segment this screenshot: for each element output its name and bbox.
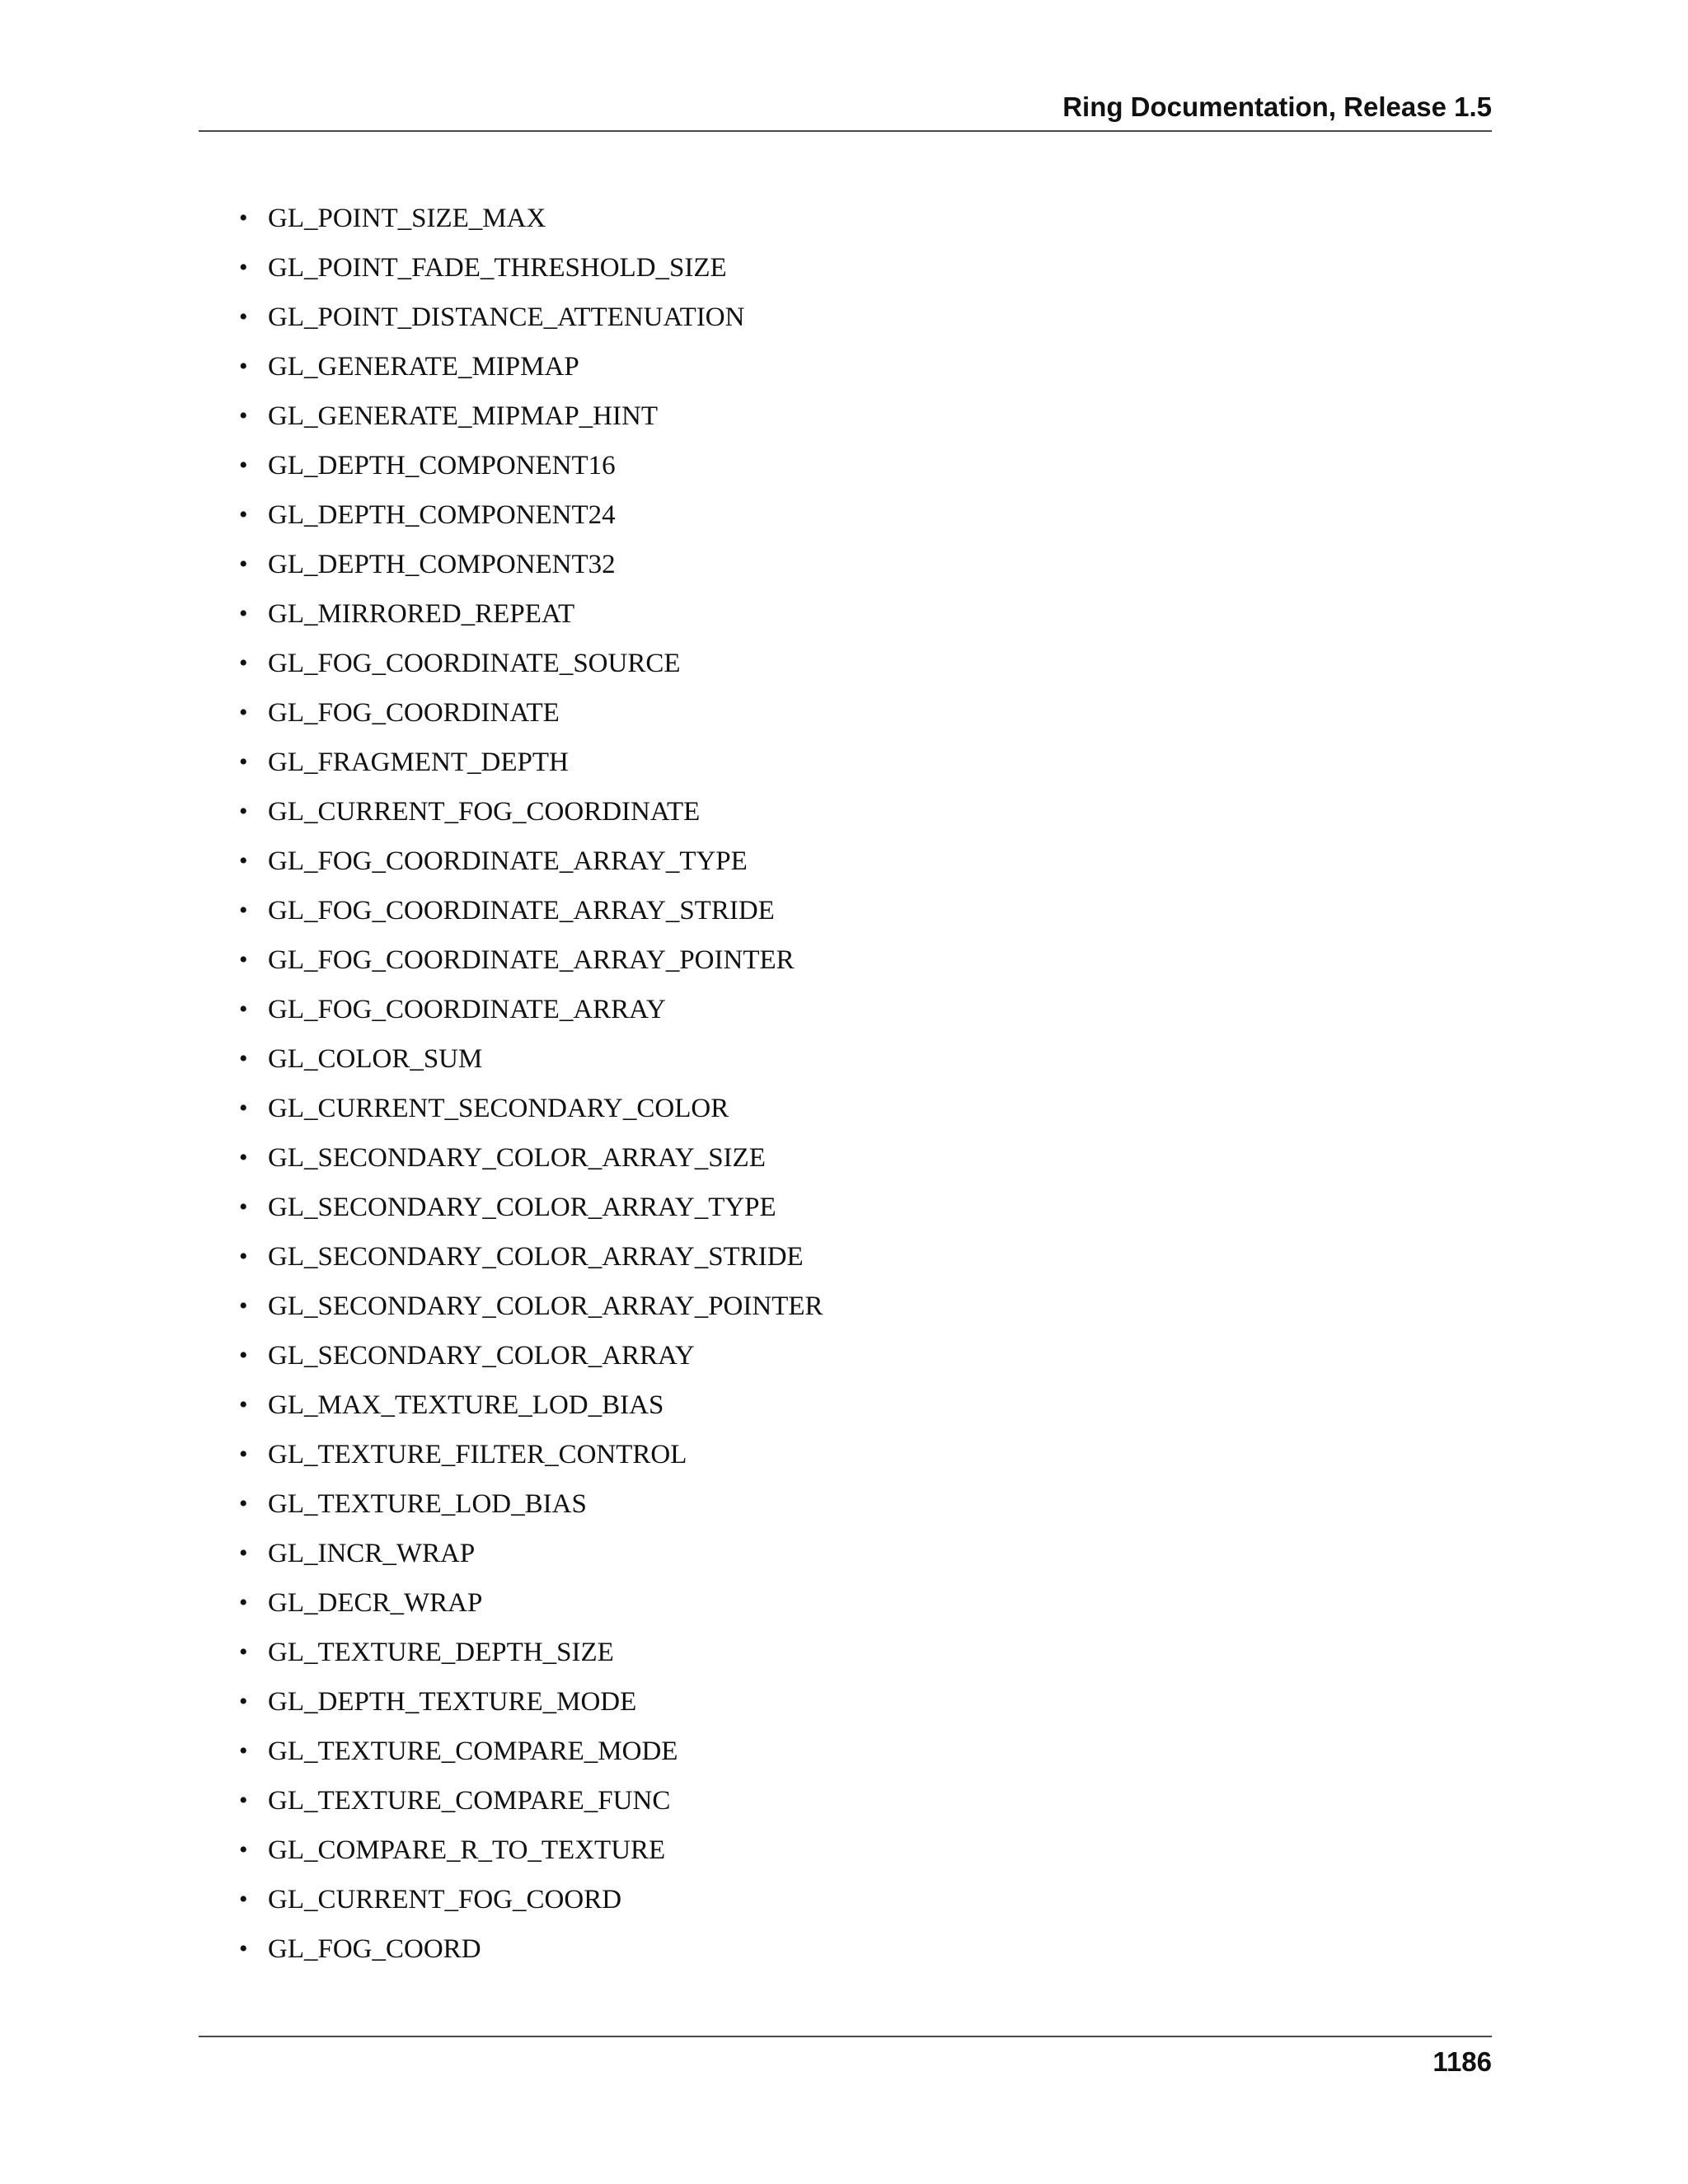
bullet-icon: • (239, 798, 248, 825)
constant-name: GL_INCR_WRAP (268, 1539, 476, 1568)
constant-name: GL_SECONDARY_COLOR_ARRAY_TYPE (268, 1193, 776, 1222)
list-item (239, 342, 823, 391)
constant-name: GL_GENERATE_MIPMAP (268, 352, 579, 382)
list-item (239, 1825, 823, 1875)
list-item (239, 886, 823, 935)
bullet-icon: • (239, 1589, 248, 1616)
list-item (239, 1578, 823, 1628)
list-item (239, 540, 823, 589)
list-item (239, 293, 823, 342)
constant-name: GL_SECONDARY_COLOR_ARRAY (268, 1341, 695, 1371)
list-item (239, 1232, 823, 1282)
list-item (239, 1084, 823, 1133)
bullet-icon: • (239, 402, 248, 429)
list-item (239, 1282, 823, 1331)
list-item (239, 787, 823, 837)
bullet-icon: • (239, 1391, 248, 1418)
constant-name: GL_SECONDARY_COLOR_ARRAY_POINTER (268, 1291, 823, 1321)
list-item (239, 589, 823, 639)
bullet-icon: • (239, 204, 248, 232)
constant-name: GL_MAX_TEXTURE_LOD_BIAS (268, 1390, 664, 1420)
list-item (239, 837, 823, 886)
bullet-icon: • (239, 1045, 248, 1072)
bullet-icon: • (239, 452, 248, 479)
bullet-icon: • (239, 649, 248, 677)
bullet-icon: • (239, 1441, 248, 1468)
bullet-icon: • (239, 946, 248, 973)
bullet-icon: • (239, 1144, 248, 1171)
constant-name: GL_DEPTH_COMPONENT24 (268, 500, 616, 530)
bullet-icon: • (239, 748, 248, 776)
constant-name: GL_GENERATE_MIPMAP_HINT (268, 401, 658, 431)
constant-name: GL_POINT_SIZE_MAX (268, 204, 546, 233)
bullet-icon: • (239, 847, 248, 874)
list-item (239, 1183, 823, 1232)
bullet-icon: • (239, 551, 248, 578)
bullet-icon: • (239, 1935, 248, 1962)
list-item (239, 243, 823, 293)
running-header (199, 89, 1492, 132)
constant-name: GL_TEXTURE_DEPTH_SIZE (268, 1638, 614, 1667)
bullet-icon: • (239, 254, 248, 281)
list-item (239, 1529, 823, 1578)
bullet-icon: • (239, 1540, 248, 1567)
constants-list (239, 194, 823, 1974)
list-item (239, 1727, 823, 1776)
bullet-icon: • (239, 1292, 248, 1319)
list-item (239, 1924, 823, 1974)
constant-name: GL_POINT_FADE_THRESHOLD_SIZE (268, 253, 727, 283)
bullet-icon: • (239, 1638, 248, 1666)
list-item (239, 1875, 823, 1924)
constant-name: GL_CURRENT_FOG_COORD (268, 1885, 622, 1915)
list-item (239, 1677, 823, 1727)
constant-name: GL_TEXTURE_FILTER_CONTROL (268, 1440, 687, 1469)
constant-name: GL_FOG_COORDINATE_ARRAY_TYPE (268, 846, 748, 876)
constant-name: GL_FOG_COORDINATE (268, 698, 560, 728)
list-item (239, 1479, 823, 1529)
list-item (239, 490, 823, 540)
list-item (239, 1380, 823, 1430)
list-item (239, 1776, 823, 1825)
list-item (239, 441, 823, 490)
header-title: Ring Documentation, Release 1.5 (1062, 91, 1492, 122)
bullet-icon: • (239, 600, 248, 627)
list-item (239, 738, 823, 787)
list-item (239, 391, 823, 441)
constant-name: GL_FOG_COORD (268, 1934, 481, 1964)
constant-name: GL_DEPTH_COMPONENT32 (268, 550, 616, 579)
bullet-icon: • (239, 897, 248, 924)
list-item (239, 688, 823, 738)
constant-name: GL_FOG_COORDINATE_SOURCE (268, 649, 681, 678)
list-item (239, 194, 823, 243)
constant-name: GL_SECONDARY_COLOR_ARRAY_SIZE (268, 1143, 766, 1173)
constant-name: GL_FOG_COORDINATE_ARRAY (268, 995, 666, 1024)
bullet-icon: • (239, 1688, 248, 1715)
constant-name: GL_FOG_COORDINATE_ARRAY_POINTER (268, 945, 795, 975)
bullet-icon: • (239, 1342, 248, 1369)
bullet-icon: • (239, 1737, 248, 1765)
list-item (239, 935, 823, 985)
constant-name: GL_COLOR_SUM (268, 1044, 483, 1074)
constant-name: GL_COMPARE_R_TO_TEXTURE (268, 1835, 666, 1865)
constant-name: GL_SECONDARY_COLOR_ARRAY_STRIDE (268, 1242, 804, 1272)
constant-name: GL_DEPTH_COMPONENT16 (268, 451, 616, 480)
bullet-icon: • (239, 501, 248, 528)
bullet-icon: • (239, 303, 248, 330)
running-footer (199, 2036, 1492, 2080)
bullet-icon: • (239, 996, 248, 1023)
constant-name: GL_CURRENT_FOG_COORDINATE (268, 797, 701, 827)
constant-name: GL_TEXTURE_COMPARE_MODE (268, 1736, 678, 1766)
bullet-icon: • (239, 1193, 248, 1221)
constant-name: GL_TEXTURE_LOD_BIAS (268, 1489, 587, 1519)
list-item (239, 1430, 823, 1479)
constant-name: GL_DECR_WRAP (268, 1588, 483, 1618)
bullet-icon: • (239, 699, 248, 726)
list-item (239, 985, 823, 1034)
bullet-icon: • (239, 1243, 248, 1270)
list-item (239, 1034, 823, 1084)
constant-name: GL_FRAGMENT_DEPTH (268, 748, 569, 777)
list-item (239, 1331, 823, 1380)
constant-name: GL_FOG_COORDINATE_ARRAY_STRIDE (268, 896, 775, 926)
constant-name: GL_MIRRORED_REPEAT (268, 599, 575, 629)
bullet-icon: • (239, 1886, 248, 1913)
bullet-icon: • (239, 1787, 248, 1814)
constant-name: GL_DEPTH_TEXTURE_MODE (268, 1687, 637, 1717)
constant-name: GL_TEXTURE_COMPARE_FUNC (268, 1786, 671, 1816)
bullet-icon: • (239, 1490, 248, 1517)
bullet-icon: • (239, 1836, 248, 1863)
constant-name: GL_CURRENT_SECONDARY_COLOR (268, 1094, 729, 1123)
bullet-icon: • (239, 353, 248, 380)
list-item (239, 639, 823, 688)
list-item (239, 1628, 823, 1677)
page-number: 1186 (1432, 2046, 1492, 2077)
constant-name: GL_POINT_DISTANCE_ATTENUATION (268, 302, 745, 332)
list-item (239, 1133, 823, 1183)
bullet-icon: • (239, 1094, 248, 1122)
